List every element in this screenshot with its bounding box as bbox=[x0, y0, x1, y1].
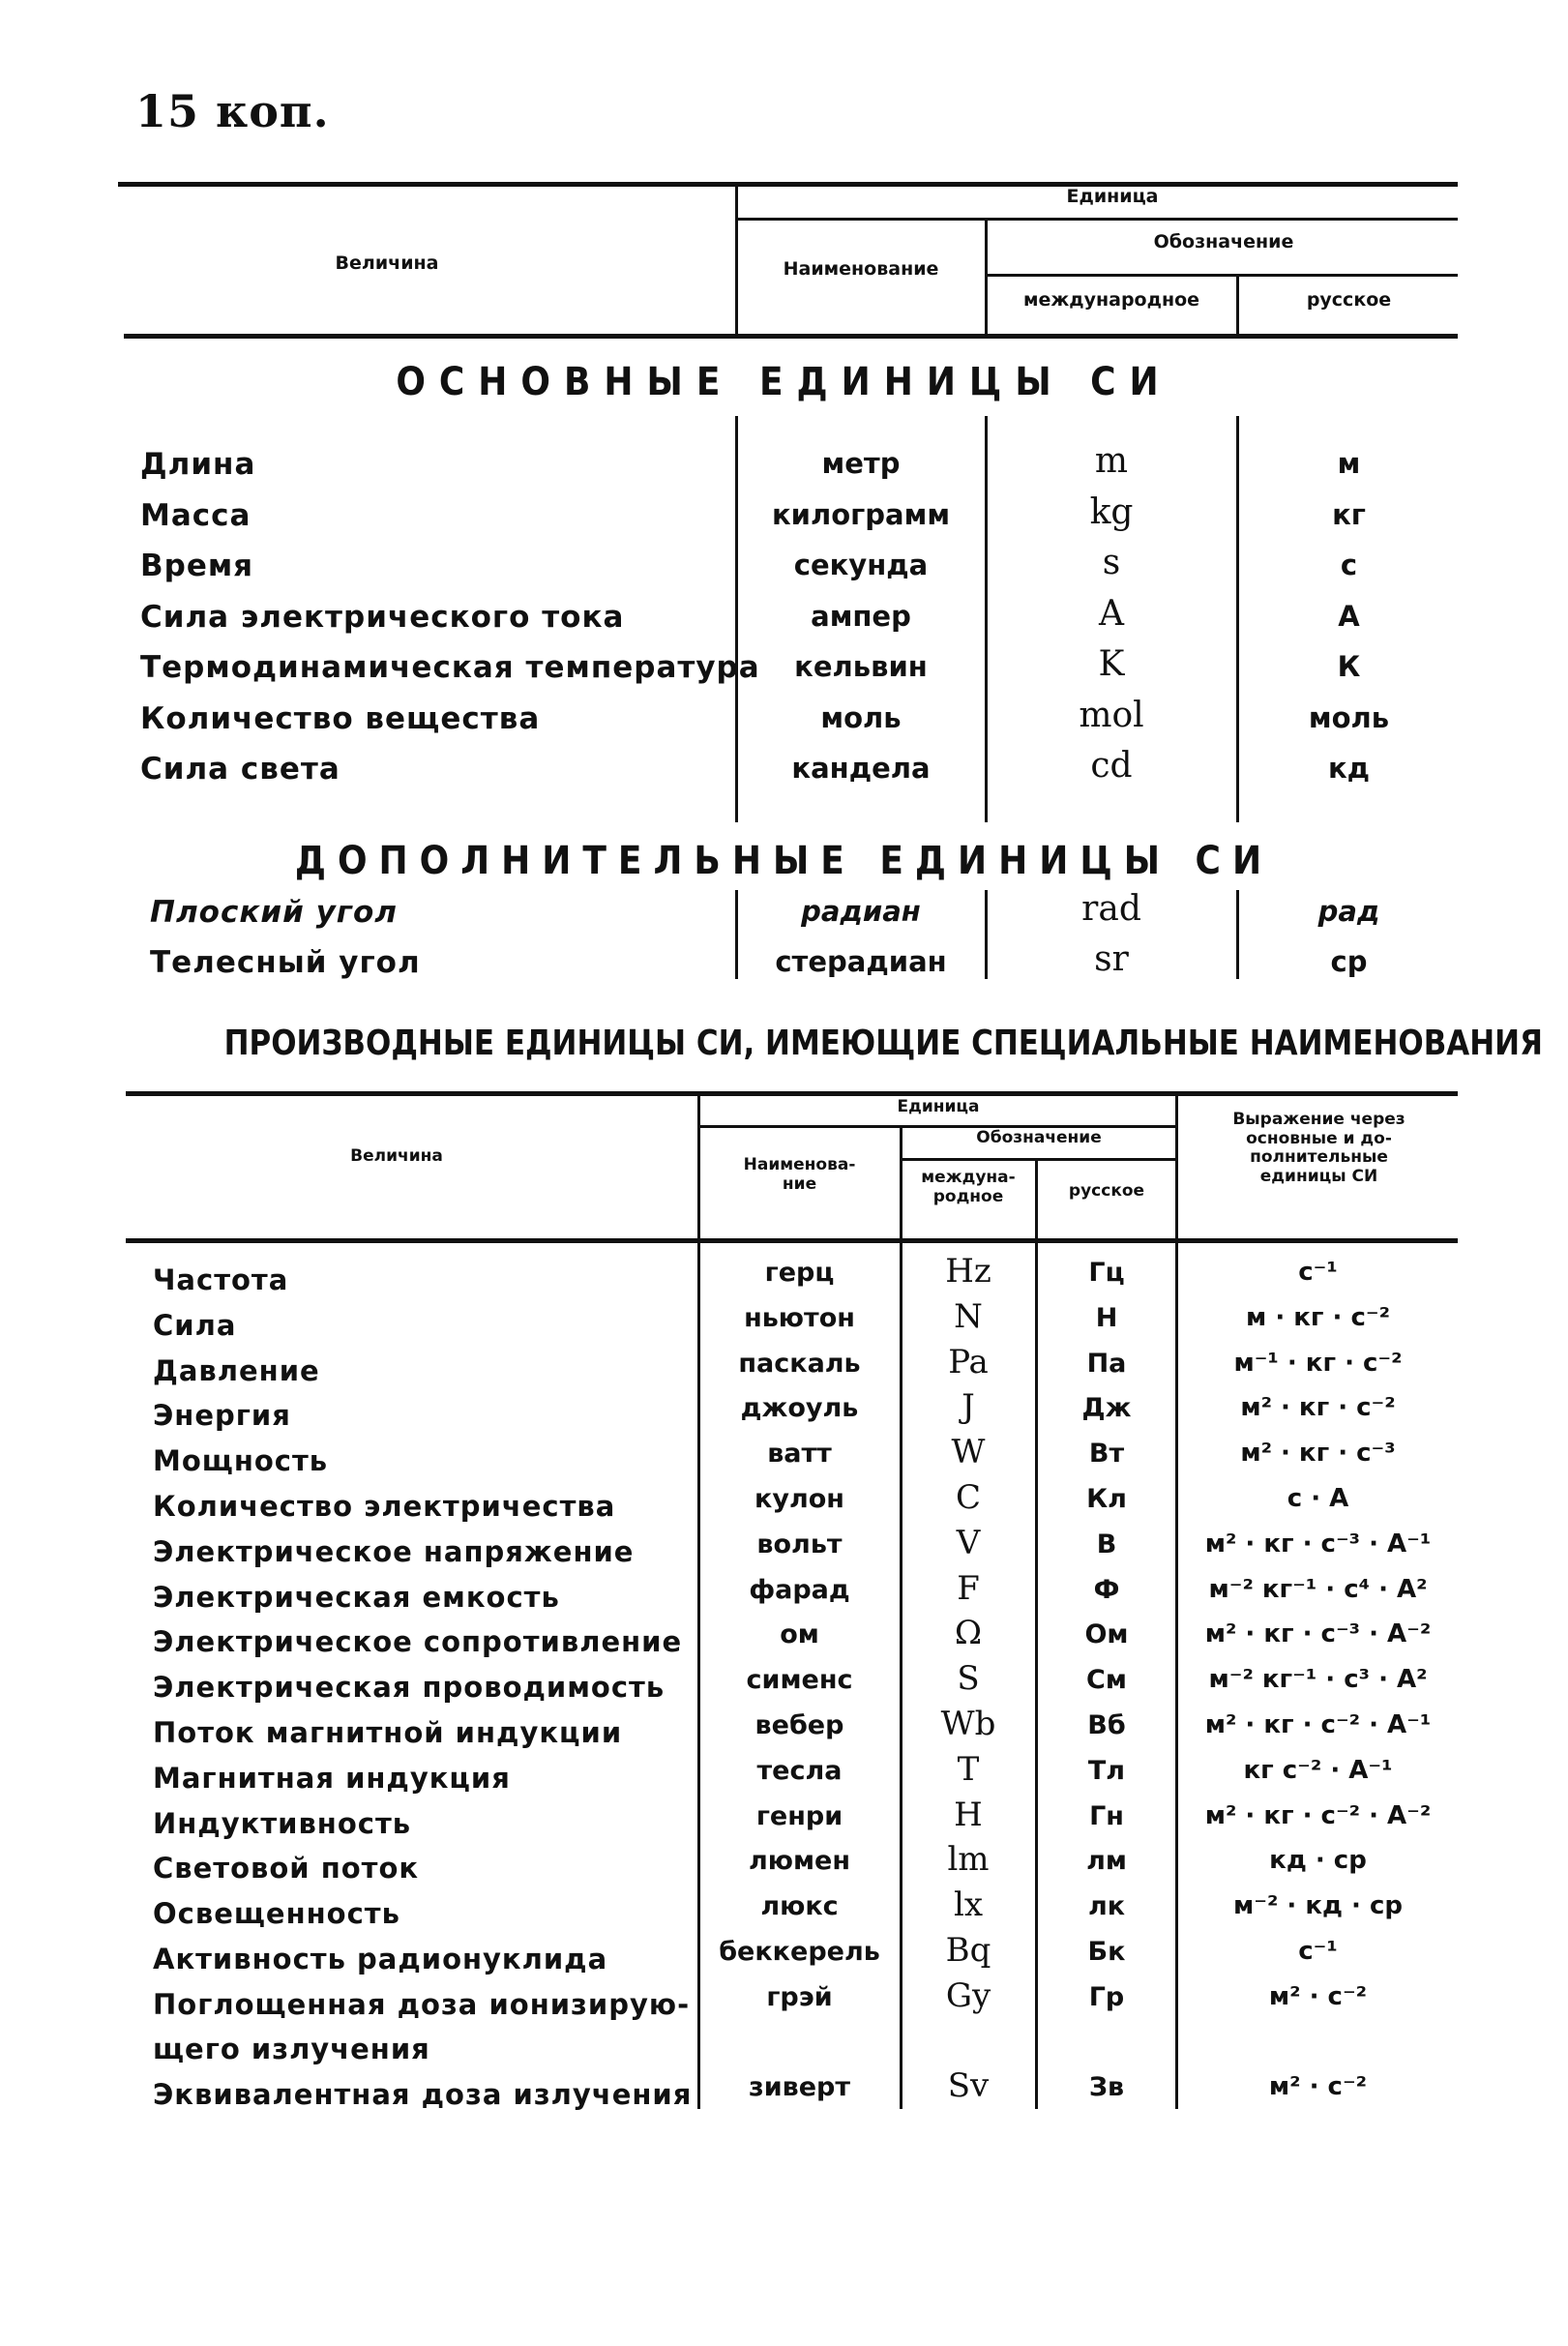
quantity-cell: Сила электрического тока bbox=[140, 599, 625, 635]
header-international: международное bbox=[1022, 289, 1200, 311]
quantity-cell: Термодинамическая температура bbox=[140, 650, 760, 685]
header-quantity: Величина bbox=[335, 252, 439, 274]
intl-symbol-cell: J bbox=[962, 1387, 975, 1427]
ru-symbol-cell: Гц bbox=[1088, 1258, 1125, 1288]
unit-name-cell: кандела bbox=[791, 752, 931, 785]
unit-name-cell: кулон bbox=[754, 1484, 844, 1514]
unit-name-cell: беккерель bbox=[719, 1937, 880, 1967]
intl-symbol-cell: N bbox=[954, 1296, 983, 1336]
ru-symbol-cell: Кл bbox=[1086, 1484, 1127, 1514]
supp-vrule-2 bbox=[985, 890, 988, 979]
unit-name-cell: ом bbox=[780, 1619, 819, 1650]
intl-symbol-cell: Sv bbox=[947, 2066, 990, 2106]
intl-symbol-cell: F bbox=[957, 1568, 980, 1608]
ru-symbol-cell: моль bbox=[1308, 700, 1390, 734]
quantity-cell: Сила bbox=[153, 1308, 237, 1342]
expression-cell: м⁻² кг⁻¹ · с⁴ · А² bbox=[1208, 1574, 1428, 1604]
intl-symbol-cell: mol bbox=[1079, 695, 1144, 735]
ru-symbol-cell: Н bbox=[1095, 1302, 1118, 1333]
expression-cell: м⁻¹ · кг · с⁻² bbox=[1233, 1348, 1403, 1378]
ru-symbol-cell: Ом bbox=[1084, 1619, 1129, 1650]
header-vrule-1 bbox=[735, 182, 738, 337]
quantity-cell: Поток магнитной индукции bbox=[153, 1716, 623, 1749]
derived-header-international: междуна- родное bbox=[921, 1168, 1016, 1206]
unit-name-cell: паскаль bbox=[738, 1348, 861, 1379]
unit-name-cell: люмен bbox=[748, 1846, 851, 1877]
intl-symbol-cell: kg bbox=[1089, 491, 1134, 532]
header-unit: Единица bbox=[1066, 186, 1159, 207]
ru-symbol-cell: м bbox=[1337, 447, 1361, 480]
expression-cell: с⁻¹ bbox=[1298, 1937, 1338, 1966]
quantity-cell: Электрическая проводимость bbox=[153, 1671, 666, 1705]
expression-cell: кд · ср bbox=[1269, 1846, 1367, 1876]
intl-symbol-cell: lm bbox=[947, 1840, 990, 1880]
intl-symbol-cell: V bbox=[956, 1523, 981, 1562]
expression-cell: м² · кг · с⁻³ · А⁻¹ bbox=[1204, 1529, 1432, 1559]
price-label: 15 коп. bbox=[135, 85, 330, 137]
quantity-cell: Электрическое сопротивление bbox=[153, 1625, 683, 1659]
unit-name-cell: кельвин bbox=[794, 650, 928, 683]
quantity-cell: Давление bbox=[153, 1353, 320, 1387]
unit-name-cell: тесла bbox=[756, 1755, 843, 1786]
intl-symbol-cell: sr bbox=[1094, 939, 1129, 979]
intl-symbol-cell: Ω bbox=[954, 1614, 983, 1653]
quantity-cell: Сила света bbox=[140, 752, 340, 787]
expression-cell: с · А bbox=[1287, 1484, 1349, 1513]
unit-name-cell: моль bbox=[820, 700, 902, 734]
intl-symbol-cell: rad bbox=[1081, 889, 1141, 929]
intl-symbol-cell: m bbox=[1094, 441, 1129, 481]
intl-symbol-cell: S bbox=[957, 1659, 980, 1699]
header-designation: Обозначение bbox=[1153, 231, 1294, 252]
derived-hdr-vrule-4 bbox=[1175, 1093, 1178, 1241]
derived-top-rule bbox=[126, 1091, 1458, 1096]
base-vrule-3 bbox=[1236, 416, 1239, 822]
expression-cell: м² · с⁻² bbox=[1268, 1981, 1368, 2011]
derived-header-designation: Обозначение bbox=[976, 1128, 1102, 1147]
derived-header-unit: Единица bbox=[897, 1097, 980, 1116]
base-vrule-2 bbox=[985, 416, 988, 822]
derived-header-quantity: Величина bbox=[350, 1146, 443, 1166]
unit-name-cell: вебер bbox=[754, 1710, 844, 1740]
ru-symbol-cell: К bbox=[1337, 650, 1361, 683]
ru-symbol-cell: См bbox=[1086, 1665, 1127, 1696]
header-vrule-3 bbox=[1236, 274, 1239, 337]
ru-symbol-cell: Тл bbox=[1087, 1755, 1126, 1786]
quantity-cell: Количество электричества bbox=[153, 1490, 616, 1523]
ru-symbol-cell: А bbox=[1338, 599, 1360, 633]
derived-header-expression: Выражение через основные и до- полнительные единицы СИ bbox=[1232, 1110, 1405, 1186]
ru-symbol-cell: кд bbox=[1327, 752, 1371, 785]
unit-name-cell: метр bbox=[821, 447, 901, 480]
unit-name-cell: сименс bbox=[746, 1665, 853, 1696]
derived-hdr-vrule-1 bbox=[697, 1093, 700, 1241]
unit-name-cell: радиан bbox=[801, 895, 921, 928]
derived-rule-designation bbox=[902, 1158, 1175, 1161]
expression-cell: м · кг · с⁻² bbox=[1246, 1302, 1390, 1332]
header-rule-designation bbox=[987, 274, 1458, 277]
unit-name-cell: грэй bbox=[766, 1981, 833, 2012]
ru-symbol-cell: Вб bbox=[1087, 1710, 1126, 1740]
unit-name-cell: ньютон bbox=[744, 1302, 855, 1333]
derived-rule-unit bbox=[699, 1125, 1175, 1128]
ru-symbol-cell: В bbox=[1096, 1529, 1117, 1559]
ru-symbol-cell: Вт bbox=[1088, 1439, 1125, 1470]
intl-symbol-cell: s bbox=[1102, 543, 1121, 582]
ru-symbol-cell: с bbox=[1340, 549, 1358, 581]
section-supp-title: ДОПОЛНИТЕЛЬНЫЕ ЕДИНИЦЫ СИ bbox=[294, 839, 1274, 883]
derived-header-name: Наименова- ние bbox=[743, 1155, 856, 1194]
quantity-cell: Магнитная индукция bbox=[153, 1761, 511, 1795]
expression-cell: м² · кг · с⁻² · А⁻² bbox=[1204, 1800, 1432, 1830]
expression-cell: м² · кг · с⁻² · А⁻¹ bbox=[1204, 1710, 1432, 1739]
unit-name-cell: ватт bbox=[767, 1439, 832, 1470]
unit-name-cell: генри bbox=[755, 1800, 843, 1831]
quantity-cell: Мощность bbox=[153, 1444, 329, 1478]
ru-symbol-cell: лм bbox=[1086, 1846, 1127, 1877]
ru-symbol-cell: ср bbox=[1330, 945, 1368, 978]
ru-symbol-cell: Зв bbox=[1088, 2072, 1125, 2103]
quantity-cell: Электрическое напряжение bbox=[153, 1534, 635, 1568]
intl-symbol-cell: Gy bbox=[945, 1975, 991, 2015]
unit-name-cell: люкс bbox=[760, 1891, 839, 1922]
intl-symbol-cell: lx bbox=[953, 1886, 984, 1925]
quantity-cell: Длина bbox=[140, 447, 256, 482]
unit-name-cell: вольт bbox=[756, 1529, 843, 1559]
supp-vrule-1 bbox=[735, 890, 738, 979]
quantity-cell: Плоский угол bbox=[150, 895, 399, 930]
derived-header-bottom-rule bbox=[126, 1238, 1458, 1243]
expression-cell: м² · кг · с⁻² bbox=[1240, 1393, 1396, 1423]
expression-cell: м⁻² · кд · ср bbox=[1233, 1891, 1403, 1921]
intl-symbol-cell: cd bbox=[1090, 746, 1133, 786]
header-rule-unit bbox=[737, 218, 1458, 221]
quantity-cell: Электрическая емкость bbox=[153, 1580, 560, 1614]
expression-cell: кг с⁻² · А⁻¹ bbox=[1243, 1755, 1393, 1785]
quantity-cell: Эквивалентная доза излучения bbox=[153, 2078, 693, 2112]
quantity-cell: Освещенность bbox=[153, 1897, 400, 1931]
intl-symbol-cell: K bbox=[1098, 644, 1125, 684]
ru-symbol-cell: Гр bbox=[1088, 1981, 1125, 2012]
header-russian: русское bbox=[1306, 289, 1392, 311]
expression-cell: м² · кг · с⁻³ · А⁻² bbox=[1204, 1619, 1432, 1649]
expression-cell: м⁻² кг⁻¹ · с³ · А² bbox=[1208, 1665, 1428, 1695]
ru-symbol-cell: Бк bbox=[1087, 1937, 1126, 1967]
header-vrule-2 bbox=[985, 218, 988, 337]
quantity-cell: Энергия bbox=[153, 1399, 291, 1433]
unit-name-cell: джоуль bbox=[740, 1393, 859, 1424]
quantity-cell: Индуктивность bbox=[153, 1806, 412, 1840]
intl-symbol-cell: C bbox=[955, 1478, 981, 1517]
quantity-cell: Активность радионуклида bbox=[153, 1943, 608, 1975]
intl-symbol-cell: W bbox=[951, 1433, 986, 1472]
quantity-cell: Время bbox=[140, 549, 254, 583]
intl-symbol-cell: Pa bbox=[948, 1342, 989, 1381]
intl-symbol-cell: T bbox=[957, 1749, 980, 1789]
expression-cell: с⁻¹ bbox=[1298, 1258, 1338, 1287]
supp-vrule-3 bbox=[1236, 890, 1239, 979]
intl-symbol-cell: Bq bbox=[945, 1931, 991, 1970]
expression-cell: м² · кг · с⁻³ bbox=[1240, 1439, 1396, 1469]
intl-symbol-cell: Hz bbox=[945, 1252, 991, 1291]
ru-symbol-cell: Па bbox=[1086, 1348, 1127, 1379]
ru-symbol-cell: Гн bbox=[1089, 1800, 1124, 1831]
ru-symbol-cell: Дж bbox=[1081, 1393, 1132, 1424]
ru-symbol-cell: рад bbox=[1317, 895, 1380, 928]
quantity-cell: Масса bbox=[140, 497, 251, 533]
derived-header-russian: русское bbox=[1068, 1181, 1145, 1201]
quantity-cell: Частота bbox=[153, 1263, 289, 1296]
quantity-cell: Световой поток bbox=[153, 1852, 420, 1886]
header-name: Наименование bbox=[783, 258, 939, 280]
base-vrule-1 bbox=[735, 416, 738, 822]
unit-name-cell: фарад bbox=[749, 1574, 850, 1605]
unit-name-cell: зиверт bbox=[749, 2072, 850, 2103]
ru-symbol-cell: кг bbox=[1332, 497, 1366, 531]
quantity-cell: Количество вещества bbox=[140, 700, 541, 736]
intl-symbol-cell: H bbox=[954, 1795, 983, 1834]
expression-cell: м² · с⁻² bbox=[1268, 2072, 1368, 2102]
quantity-cell: Телесный угол bbox=[150, 945, 421, 980]
unit-name-cell: секунда bbox=[793, 549, 929, 581]
unit-name-cell: ампер bbox=[811, 599, 911, 633]
ru-symbol-cell: Ф bbox=[1093, 1574, 1120, 1605]
section-derived-title: ПРОИЗВОДНЫЕ ЕДИНИЦЫ СИ, ИМЕЮЩИЕ СПЕЦИАЛЬНЫЕ НАИМЕНОВАНИЯ bbox=[223, 1024, 1543, 1063]
section-base-title: ОСНОВНЫЕ ЕДИНИЦЫ СИ bbox=[396, 360, 1172, 404]
intl-symbol-cell: A bbox=[1099, 593, 1124, 634]
unit-name-cell: килограмм bbox=[771, 497, 951, 531]
header-bottom-rule bbox=[124, 334, 1458, 339]
quantity-cell: Поглощенная доза ионизирую- щего излучения bbox=[153, 1987, 691, 2065]
unit-name-cell: стерадиан bbox=[775, 945, 947, 978]
unit-name-cell: герц bbox=[764, 1258, 835, 1288]
ru-symbol-cell: лк bbox=[1087, 1891, 1126, 1922]
intl-symbol-cell: Wb bbox=[940, 1705, 996, 1743]
